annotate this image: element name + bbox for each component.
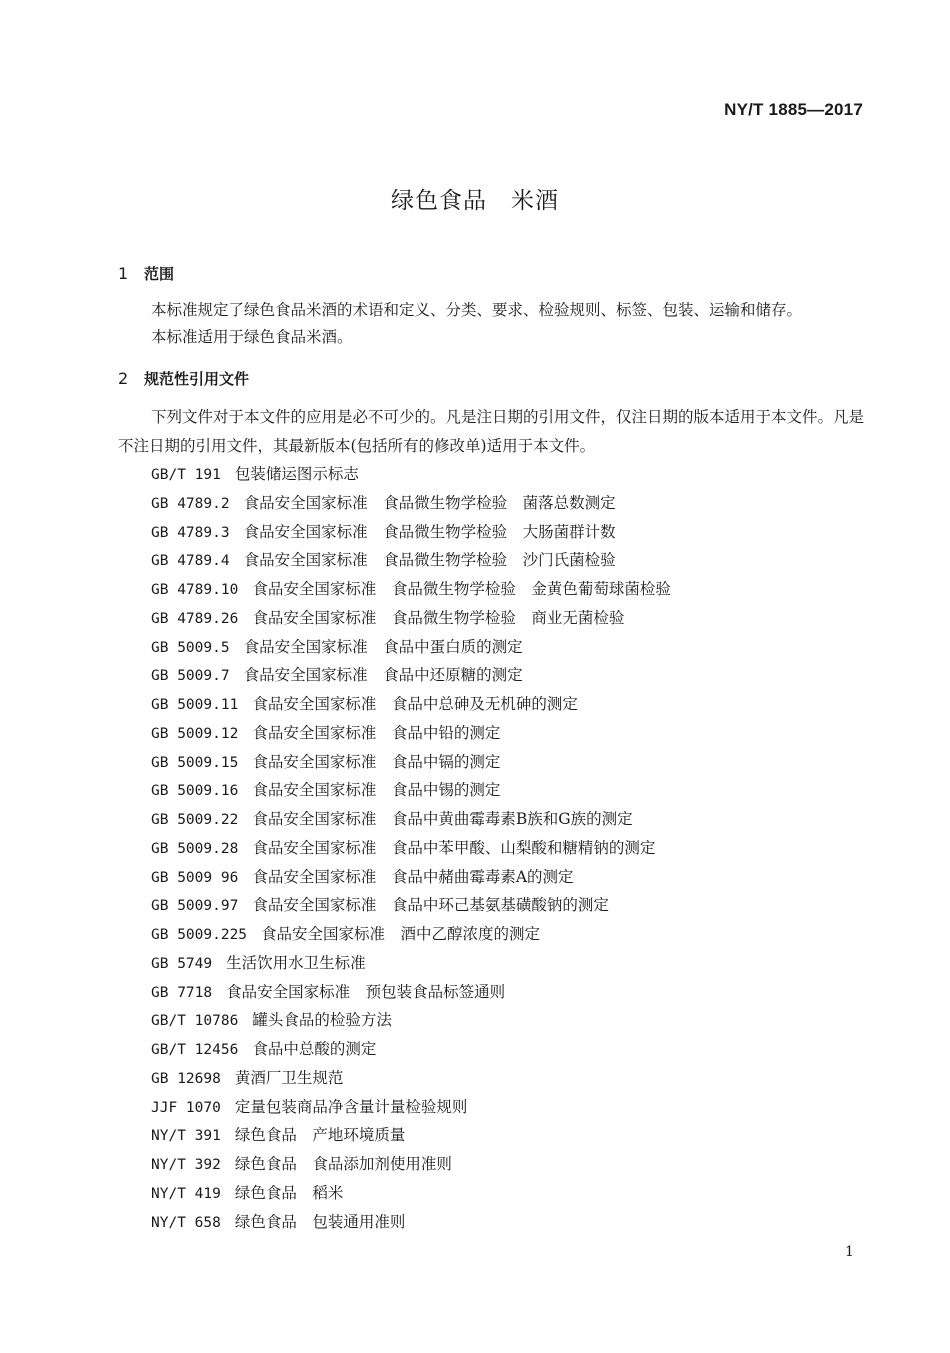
reference-item xyxy=(151,776,671,805)
reference-code: GB 4789.3 xyxy=(151,524,230,541)
reference-code: GB 5009.15 xyxy=(151,754,239,771)
reference-code: GB/T 12456 xyxy=(151,1042,239,1058)
reference-title: 食品安全国家标准 食品微生物学检验 沙门氏菌检验 xyxy=(243,551,616,570)
reference-title: 食品安全国家标准 食品微生物学检验 菌落总数测定 xyxy=(243,493,616,512)
reference-item xyxy=(151,949,671,978)
reference-title: 生活饮用水卫生标准 xyxy=(226,953,366,972)
reference-code: GB 5009.5 xyxy=(151,639,230,656)
reference-code: NY/T 658 xyxy=(151,1214,221,1231)
reference-title: 黄酒厂卫生规范 xyxy=(234,1068,344,1087)
reference-code: GB/T 191 xyxy=(151,467,221,483)
reference-item xyxy=(151,489,671,518)
reference-title: 食品安全国家标准 食品中镉的测定 xyxy=(252,752,501,771)
reference-code: GB 5009.22 xyxy=(151,812,239,828)
section-number: 2 xyxy=(118,369,129,388)
section-heading-scope xyxy=(118,263,174,284)
reference-title: 食品安全国家标准 酒中乙醇浓度的测定 xyxy=(261,925,541,943)
reference-item xyxy=(151,891,671,920)
reference-item xyxy=(151,1150,671,1179)
document-title: 绿色食品 米酒 xyxy=(391,188,559,214)
reference-title: 食品安全国家标准 食品中锡的测定 xyxy=(252,781,501,800)
reference-title: 绿色食品 食品添加剂使用准则 xyxy=(234,1155,452,1173)
reference-title: 食品安全国家标准 食品微生物学检验 商业无菌检验 xyxy=(252,608,625,627)
standard-code: NY/T 1885—2017 xyxy=(724,100,863,119)
section-label: 范围 xyxy=(144,265,175,283)
reference-code: GB 7718 xyxy=(151,984,213,1001)
reference-title: 罐头食品的检验方法 xyxy=(252,1011,392,1030)
reference-code: GB 5009.97 xyxy=(151,898,239,915)
reference-code: GB 12698 xyxy=(151,1070,221,1087)
reference-code: NY/T 419 xyxy=(151,1185,221,1202)
reference-code: GB 5009.11 xyxy=(151,697,239,713)
reference-title: 绿色食品 包装通用准则 xyxy=(234,1212,406,1231)
scope-paragraph: 本标准规定了绿色食品米酒的术语和定义、分类、要求、检验规则、标签、包装、运输和储存。 xyxy=(151,301,803,319)
reference-code: GB 5009 96 xyxy=(151,869,239,886)
reference-code: JJF 1070 xyxy=(151,1099,221,1116)
reference-title: 食品安全国家标准 食品中黄曲霉毒素B族和G族的测定 xyxy=(252,810,633,828)
reference-item xyxy=(151,604,671,633)
reference-code: NY/T 391 xyxy=(151,1128,221,1145)
reference-item xyxy=(151,834,671,863)
reference-list xyxy=(151,460,671,1236)
section-number: 1 xyxy=(118,264,129,283)
reference-title: 绿色食品 产地环境质量 xyxy=(234,1126,406,1145)
reference-title: 食品安全国家标准 食品中蛋白质的测定 xyxy=(243,637,523,656)
reference-item xyxy=(151,1093,671,1122)
reference-title: 包装储运图示标志 xyxy=(234,465,359,483)
reference-item xyxy=(151,978,671,1007)
reference-item xyxy=(151,1035,671,1064)
reference-item xyxy=(151,661,671,690)
reference-title: 食品安全国家标准 预包装食品标签通则 xyxy=(226,982,506,1001)
reference-code: GB 5009.28 xyxy=(151,840,239,857)
reference-item xyxy=(151,518,671,547)
reference-code: GB 4789.2 xyxy=(151,495,230,512)
reference-item xyxy=(151,1121,671,1150)
reference-code: NY/T 392 xyxy=(151,1157,221,1173)
reference-item xyxy=(151,1179,671,1208)
reference-title: 食品安全国家标准 食品中还原糖的测定 xyxy=(243,666,523,685)
references-intro-paragraph: 下列文件对于本文件的应用是必不可少的。凡是注日期的引用文件，仅注日期的版本适用于本文件。凡是不注日期的引用文件，其最新版本(包括所有的修改单)适用于本文件。 xyxy=(118,408,865,455)
reference-item xyxy=(151,748,671,777)
reference-item xyxy=(151,1006,671,1035)
reference-code: GB 5009.225 xyxy=(151,927,248,943)
reference-item xyxy=(151,1064,671,1093)
reference-code: GB 5009.12 xyxy=(151,725,239,742)
section-label: 规范性引用文件 xyxy=(144,370,250,388)
reference-item xyxy=(151,633,671,662)
section-heading-normative-references xyxy=(118,368,249,389)
reference-item xyxy=(151,863,671,892)
reference-code: GB 4789.4 xyxy=(151,553,230,570)
reference-item xyxy=(151,460,671,489)
reference-code: GB 5749 xyxy=(151,955,213,972)
reference-title: 食品安全国家标准 食品微生物学检验 金黄色葡萄球菌检验 xyxy=(252,580,671,598)
reference-title: 食品中总酸的测定 xyxy=(252,1040,377,1058)
reference-title: 食品安全国家标准 食品中苯甲酸、山梨酸和糖精钠的测定 xyxy=(252,838,656,857)
reference-item xyxy=(151,805,671,834)
reference-code: GB 5009.7 xyxy=(151,668,230,685)
reference-title: 绿色食品 稻米 xyxy=(234,1183,344,1202)
scope-paragraph: 本标准适用于绿色食品米酒。 xyxy=(151,328,353,346)
reference-item xyxy=(151,575,671,604)
reference-code: GB 4789.26 xyxy=(151,610,239,627)
reference-code: GB 4789.10 xyxy=(151,582,239,598)
reference-title: 食品安全国家标准 食品中总砷及无机砷的测定 xyxy=(252,695,578,713)
reference-title: 食品安全国家标准 食品微生物学检验 大肠菌群计数 xyxy=(243,522,616,541)
reference-item xyxy=(151,719,671,748)
reference-item xyxy=(151,690,671,719)
reference-title: 食品安全国家标准 食品中赭曲霉毒素A的测定 xyxy=(252,867,574,886)
page-number: 1 xyxy=(845,1244,854,1260)
reference-title: 定量包装商品净含量计量检验规则 xyxy=(234,1097,468,1116)
reference-title: 食品安全国家标准 食品中环己基氨基磺酸钠的测定 xyxy=(252,896,609,915)
reference-code: GB/T 10786 xyxy=(151,1013,239,1030)
reference-item xyxy=(151,1208,671,1237)
reference-code: GB 5009.16 xyxy=(151,783,239,800)
reference-item xyxy=(151,920,671,949)
reference-title: 食品安全国家标准 食品中铅的测定 xyxy=(252,723,501,742)
reference-item xyxy=(151,546,671,575)
